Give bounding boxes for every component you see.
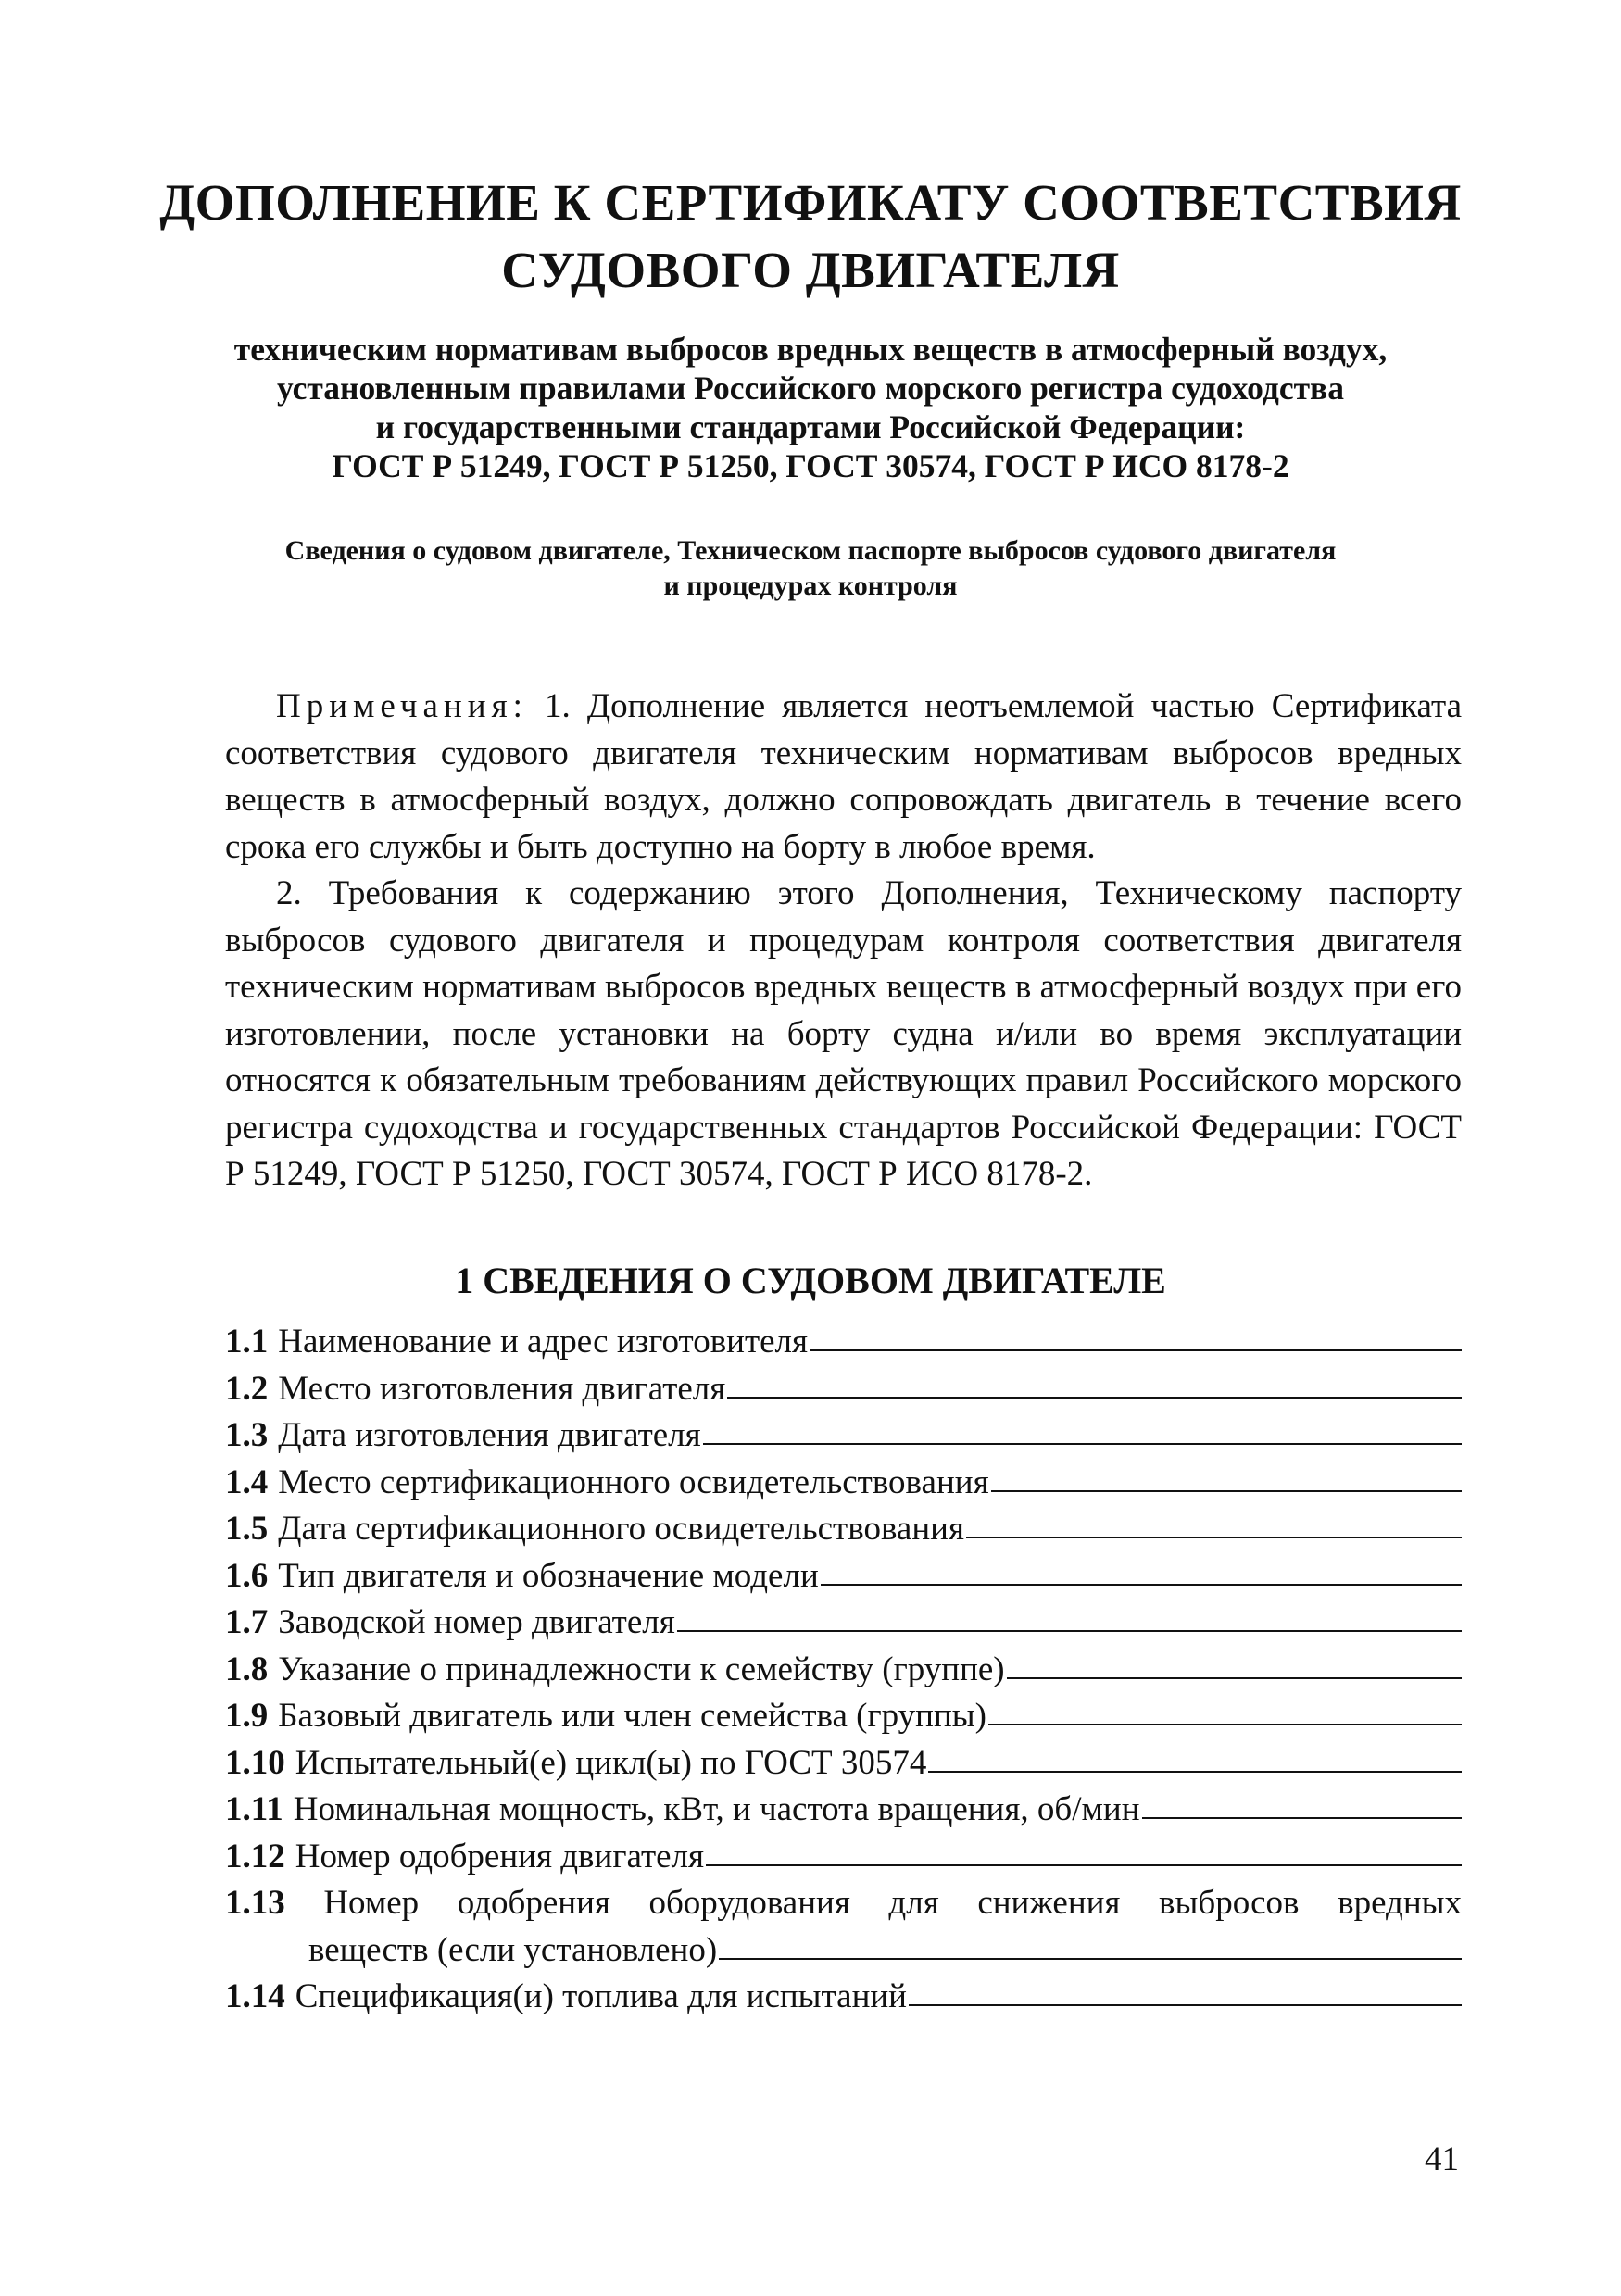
field-label: Номинальная мощность, кВт, и частота вращения, об/мин [293,1790,1140,1828]
field-row [225,1693,1462,1740]
field-label: Дата изготовления двигателя [278,1416,701,1454]
field-label: веществ (если установлено) [308,1930,718,1969]
fill-in-line[interactable] [909,2004,1462,2006]
field-number: 1.4 [225,1462,269,1501]
field-row [225,1366,1462,1413]
field-row [225,1319,1462,1366]
document-subtitle [139,330,1482,485]
fill-in-line[interactable] [988,1724,1462,1725]
subtitle-line: ГОСТ Р 51249, ГОСТ Р 51250, ГОСТ 30574, ГОСТ Р ИСО 8178-2 [332,447,1289,484]
field-number: 1.3 [225,1416,269,1454]
fill-in-line[interactable] [966,1537,1462,1538]
fill-in-line[interactable] [1007,1677,1462,1679]
field-number: 1.11 [225,1790,283,1828]
fill-in-line[interactable] [928,1771,1462,1773]
field-row [225,1553,1462,1600]
document-subheading [139,533,1482,604]
field-row [225,1460,1462,1507]
field-row [225,1647,1462,1694]
field-label: Спецификация(и) топлива для испытаний [295,1977,907,2015]
field-word: выбросов [1159,1884,1300,1922]
note-2-text: 2. Требования к содержанию этого Дополнения, Техническому паспорту выбросов судового двигателя и процедурам контроля соответствия двигателя техническим нормативам выбросов вредных веществ в атмосферный воздух при его изготовлении, после установки на борту судна и/или во время эксплуатации относятся к обязательным требованиям действующих правил Российского морского регистра судоходства и государственных стандартов Российской Федерации: ГОСТ Р 51249, ГОСТ Р 51250, ГОСТ 30574, ГОСТ Р ИСО 8178-2. [225,874,1462,1193]
fill-in-line[interactable] [706,1864,1462,1866]
fill-in-line[interactable] [703,1443,1462,1445]
field-row [225,1834,1462,1881]
field-number: 1.14 [225,1977,285,2015]
field-row-multiline [225,1880,1462,1974]
fill-in-line[interactable] [991,1490,1462,1492]
field-label: Указание о принадлежности к семейству (группе) [278,1650,1005,1688]
field-13-first-line [225,1880,1462,1927]
field-row [225,1506,1462,1553]
notes-block [225,684,1462,1198]
note-paragraph-1 [225,684,1462,871]
fill-in-line[interactable] [727,1397,1462,1399]
field-label: Заводской номер двигателя [278,1603,675,1641]
subtitle-line: техническим нормативам выбросов вредных веществ в атмосферный воздух, [233,331,1388,368]
field-row [225,1600,1462,1647]
field-word: вредных [1338,1884,1462,1922]
fill-in-line[interactable] [821,1584,1462,1586]
fill-in-line[interactable] [677,1630,1462,1632]
field-word: оборудования [648,1884,850,1922]
engine-info-fields [225,1319,1462,2021]
note-1-text: 1. Дополнение является неотъемлемой частью Сертификата соответствия судового двигателя техническим нормативам выбросов вредных веществ в атмосферный воздух, должно сопровождать двигатель в течение всего срока его службы и быть доступно на борту в любое время. [225,687,1463,866]
field-label: Дата сертификационного освидетельствования [278,1510,964,1548]
field-row [225,1787,1462,1834]
field-label: Наименование и адрес изготовителя [278,1323,809,1361]
field-number: 1.13 [225,1884,285,1922]
fill-in-line[interactable] [719,1958,1462,1960]
page-number: 41 [1425,2140,1459,2178]
section-heading: 1 СВЕДЕНИЯ О СУДОВОМ ДВИГАТЕЛЕ [455,1260,1166,1301]
subheading-line: и процедурах контроля [663,571,958,601]
field-label: Тип двигателя и обозначение модели [278,1556,819,1595]
field-label: Базовый двигатель или член семейства (группы) [278,1697,986,1735]
field-label: Место сертификационного освидетельствования [278,1462,989,1501]
notes-label: Примечания: [276,687,528,725]
subheading-line: Сведения о судовом двигателе, Техническом паспорте выбросов судового двигателя [284,535,1337,566]
field-number: 1.9 [225,1697,269,1735]
title-line-1: ДОПОЛНЕНИЕ К СЕРТИФИКАТУ СООТВЕТСТВИЯ [159,174,1462,231]
field-label: Номер одобрения двигателя [295,1837,705,1876]
field-word: Номер [323,1884,420,1922]
field-number: 1.12 [225,1837,285,1876]
field-row [225,1412,1462,1460]
note-paragraph-2 [225,871,1462,1198]
document-title [139,169,1482,304]
field-row [225,1740,1462,1788]
field-number: 1.6 [225,1556,269,1595]
field-number: 1.10 [225,1743,285,1782]
field-number: 1.2 [225,1369,269,1408]
title-line-2: СУДОВОГО ДВИГАТЕЛЯ [501,242,1120,298]
field-13-second-line [225,1927,1462,1975]
subtitle-line: и государственными стандартами Российской Федерации: [375,408,1246,445]
fill-in-line[interactable] [810,1349,1462,1351]
field-word: одобрения [457,1884,610,1922]
field-number: 1.1 [225,1323,269,1361]
field-label: Место изготовления двигателя [278,1369,726,1408]
field-number: 1.7 [225,1603,269,1641]
fill-in-line[interactable] [1142,1817,1463,1819]
field-word: снижения [977,1884,1121,1922]
field-row [225,1974,1462,2021]
field-word: для [888,1884,939,1922]
field-number: 1.8 [225,1650,269,1688]
field-label: Испытательный(е) цикл(ы) по ГОСТ 30574 [295,1743,927,1782]
subtitle-line: установленным правилами Российского морского регистра судоходства [277,370,1344,407]
field-number: 1.5 [225,1510,269,1548]
